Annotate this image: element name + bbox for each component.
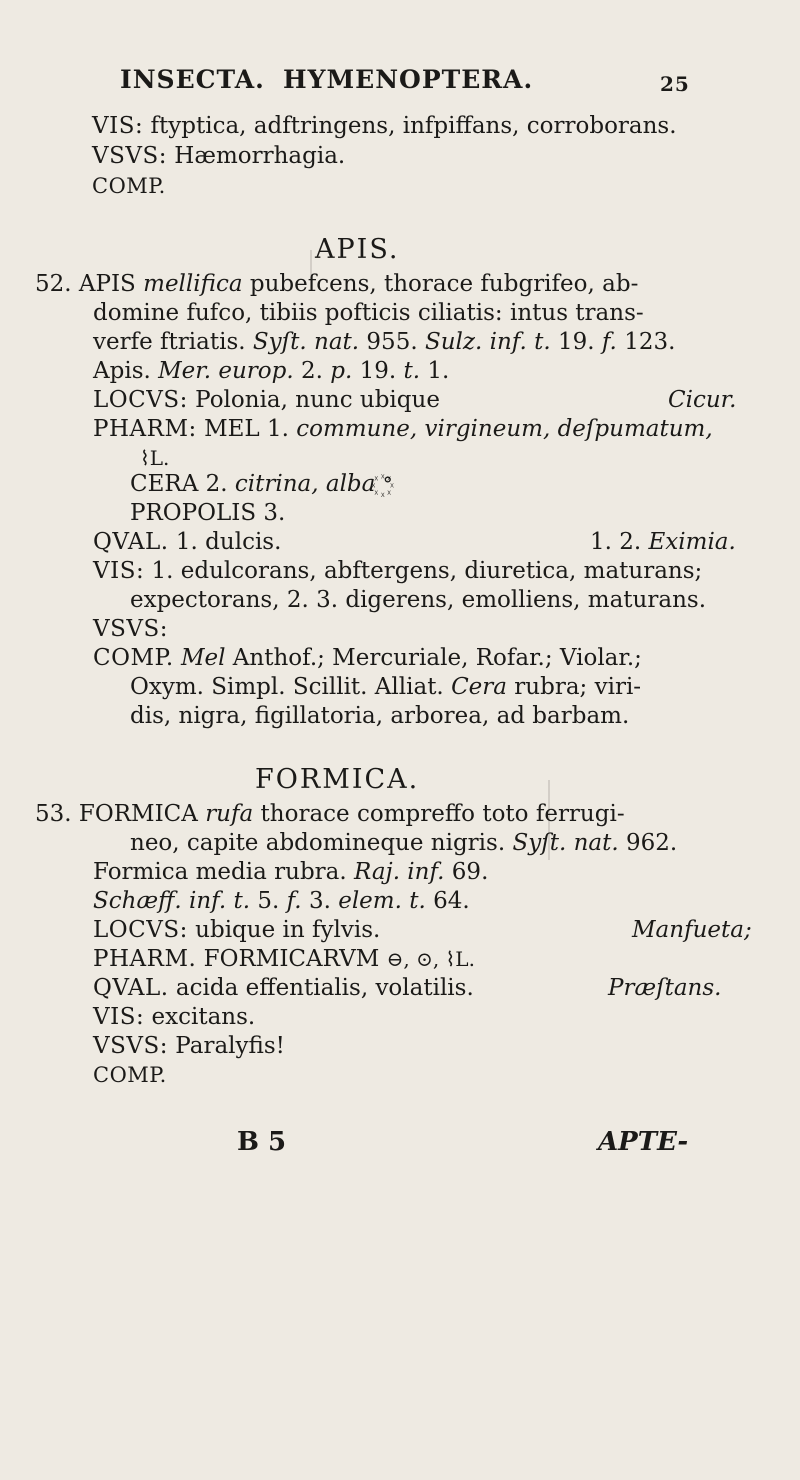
qual-right-text: Eximia. (648, 529, 736, 555)
reference-number: 19. (557, 329, 595, 355)
reference-number: 123. (624, 329, 676, 355)
formica-qual-right: Præſtans. (608, 975, 722, 1001)
description-text: thorace compreffo toto ferrugi- (260, 801, 625, 827)
formica-entry-line-3 (93, 858, 488, 886)
reference-text: elem. t. (338, 888, 426, 914)
reference-number: 19. (359, 358, 397, 384)
comp-text: Oxym. Simpl. Scillit. Alliat. (130, 674, 444, 700)
locus-label: LOCVS: (93, 387, 188, 413)
apis-locus-right: Cicur. (668, 387, 737, 413)
reference-text: Mer. europ. (158, 358, 294, 384)
comp-text: Anthof.; Mercuriale, Rofar.; Violar.; (232, 645, 642, 671)
apis-entry-line-4 (93, 357, 449, 385)
reference-text: Raj. inf. (354, 859, 445, 885)
reference-number: 69. (451, 859, 489, 885)
apis-cera-line (130, 470, 393, 498)
formica-pharm-line (93, 945, 475, 973)
apis-comp-line-3: dis, nigra, figillatoria, arborea, ad barbam. (130, 703, 630, 729)
apis-pharm-line (93, 415, 713, 443)
apis-entry-line-1 (35, 270, 638, 298)
qual-right-number: 1. 2. (590, 529, 642, 555)
reference-number: 3. (308, 888, 331, 914)
formica-entry-line-4 (93, 887, 470, 915)
apis-qual-line (93, 528, 281, 556)
pharm-text: MEL 1. (204, 416, 289, 442)
pharm-symbol: ⌇L. (140, 446, 170, 470)
pharm-label: PHARM: (93, 416, 197, 442)
apis-locus-line (93, 386, 440, 414)
apis-vis-line-2: expectorans, 2. 3. digerens, emolliens, maturans. (130, 587, 706, 613)
apis-comp-line-1 (93, 644, 642, 672)
description-text: pubefcens, thorace fubgrifeo, ab- (249, 271, 639, 297)
apis-entry-line-2: domine fufco, tibiis pofticis ciliatis: intus trans- (93, 300, 644, 326)
locus-text: Polonia, nunc ubique (195, 387, 440, 413)
reference-text: t. (403, 358, 421, 384)
reference-text: Syſt. nat. (512, 830, 619, 856)
pharm-italic-text: commune, virgineum, deſpumatum, (296, 416, 713, 442)
apis-propolis-line: PROPOLIS 3. (130, 500, 286, 526)
description-text: neo, capite abdomineque nigris. (130, 830, 506, 856)
comp-text: rubra; viri- (514, 674, 642, 700)
comp-label: COMP. (93, 645, 174, 671)
apis-vsus-label: VSVS: (93, 616, 168, 642)
entry-number: 52. (35, 271, 72, 297)
apis-title: APIS. (315, 234, 400, 265)
reference-text: f. (286, 888, 302, 914)
species-name: rufa (205, 801, 254, 827)
formica-entry-line-2 (130, 829, 677, 857)
reference-text: f. (601, 329, 617, 355)
reference-text: Sulz. inf. t. (424, 329, 551, 355)
reference-number: 955. (366, 329, 418, 355)
formica-vis-line (93, 1003, 255, 1031)
vis-text: excitans. (151, 1004, 256, 1030)
formica-qual-line (93, 974, 474, 1002)
comp-italic-text: Cera (451, 674, 507, 700)
apis-vis-line-1 (93, 557, 702, 585)
entry-number: 53. (35, 801, 72, 827)
vis-text: ftyptica, adftringens, infpiffans, corroborans. (150, 113, 677, 139)
qual-label: QVAL. (93, 529, 169, 555)
page-number: 25 (660, 72, 690, 96)
formica-locus-line (93, 916, 380, 944)
apis-entry-line-3 (93, 328, 675, 356)
locus-text: ubique in fylvis. (195, 917, 381, 943)
synonym-text: Formica media rubra. (93, 859, 347, 885)
formica-comp-label: COMP. (93, 1063, 167, 1087)
cera-italic-text: citrina, alba (234, 471, 376, 497)
reference-number: 2. (301, 358, 323, 384)
cera-symbol: ꙰° (382, 472, 393, 496)
formica-title: FORMICA. (255, 764, 420, 795)
description-text: verfe ftriatis. (93, 329, 246, 355)
pharm-label: PHARM. (93, 946, 197, 972)
pharm-text: FORMICARVM (203, 946, 380, 972)
reference-number: 962. (626, 830, 678, 856)
vsus-label: VSVS: (92, 143, 167, 169)
vis-label: VIS: (93, 558, 145, 584)
pharm-symbols: ⊖, ⊙, ⌇L. (386, 947, 475, 971)
formica-vsus-line (93, 1032, 285, 1060)
top-comp-label: COMP. (92, 174, 166, 198)
vis-label: VIS: (92, 113, 144, 139)
top-vis-line (92, 112, 677, 140)
running-header-center: HYMENOPTERA. (283, 65, 534, 94)
species-name: mellifica (143, 271, 243, 297)
qual-label: QVAL. (93, 975, 169, 1001)
formica-entry-line-1 (35, 800, 625, 828)
reference-number: 5. (257, 888, 280, 914)
reference-number: 64. (433, 888, 470, 914)
signature-mark: B 5 (237, 1127, 287, 1157)
vsus-label: VSVS: (93, 1033, 168, 1059)
reference-text: Schæff. inf. t. (93, 888, 251, 914)
reference-text: p. (330, 358, 353, 384)
apis-qual-right (590, 528, 736, 556)
cera-text: CERA 2. (130, 471, 228, 497)
qual-text: acida effentialis, volatilis. (175, 975, 474, 1001)
vsus-text: Paralyfis! (175, 1033, 285, 1059)
genus-name: FORMICA (78, 801, 198, 827)
catchword: APTE- (598, 1127, 689, 1157)
genus-name: APIS (78, 271, 136, 297)
qual-text: 1. dulcis. (175, 529, 282, 555)
vis-text: 1. edulcorans, abftergens, diuretica, maturans; (151, 558, 703, 584)
running-header-left: INSECTA. (120, 65, 265, 94)
reference-number: 1. (427, 358, 450, 384)
top-vsus-line (92, 142, 345, 170)
reference-text: Syſt. nat. (252, 329, 360, 355)
formica-locus-right: Manfueta; (632, 917, 752, 943)
synonym-text: Apis. (93, 358, 151, 384)
locus-label: LOCVS: (93, 917, 188, 943)
apis-comp-line-2 (130, 673, 641, 701)
vsus-text: Hæmorrhagia. (174, 143, 346, 169)
vis-label: VIS: (93, 1004, 145, 1030)
comp-italic-text: Mel (180, 645, 226, 671)
